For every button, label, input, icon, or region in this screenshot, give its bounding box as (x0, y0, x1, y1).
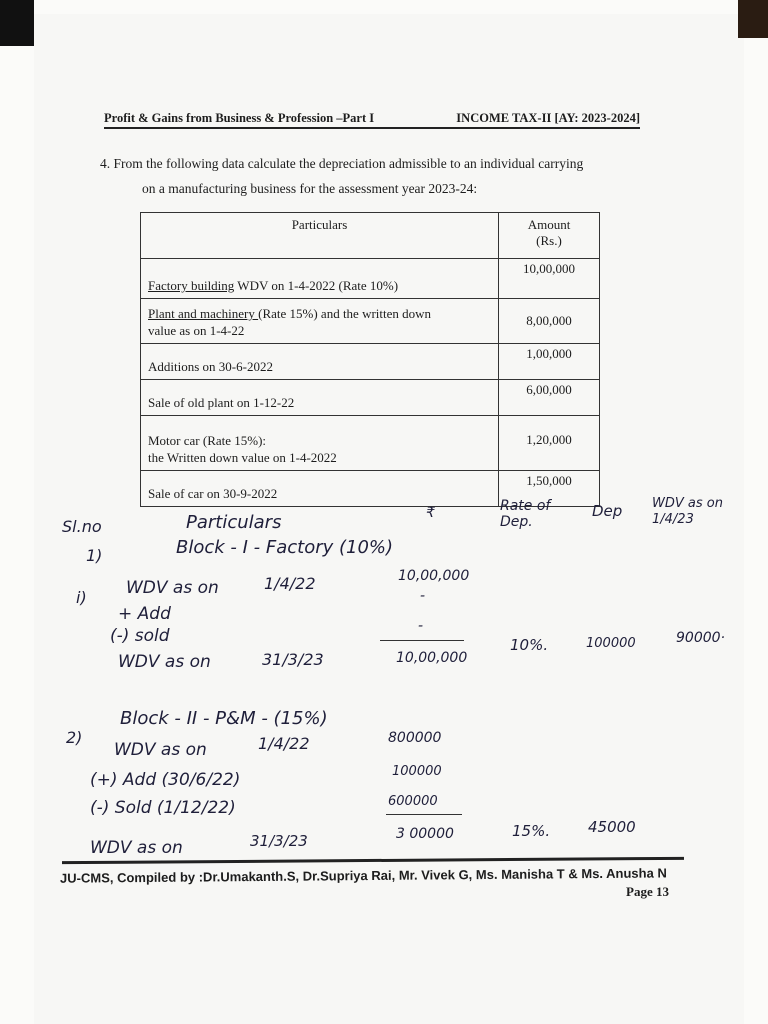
table-row (141, 259, 600, 299)
header-amount-label: Amount (527, 217, 571, 232)
header-course: INCOME TAX-II [AY: 2023-2024] (456, 111, 640, 125)
table-cell-particulars (141, 299, 499, 344)
hw-wdv-end-value: 90000· (676, 630, 725, 646)
hw-col-slno: Sl.no (62, 517, 102, 536)
hw-col-rupee: ₹ (426, 505, 435, 521)
hw-col-wdv: WDV as on 1/4/23 (652, 496, 723, 527)
hw-add-amount: - (420, 588, 426, 604)
hw-wdv-close-date: 31/3/23 (262, 650, 324, 669)
header-amount (499, 213, 600, 259)
background-corner (0, 0, 34, 46)
table-cell-particulars (141, 416, 499, 471)
table-row (141, 416, 600, 471)
cell-text: (Rate 15%) and the written down (258, 306, 432, 321)
table-cell-particulars: Sale of car on 30-9-2022 (141, 471, 499, 507)
underlined-text: Plant and machinery (148, 306, 259, 321)
hw-wdv-close-amount: 3 00000 (396, 826, 454, 842)
underlined-text: Factory building (148, 278, 235, 293)
table-cell-amount: 1,00,000 (499, 344, 600, 380)
cell-text: Motor car (Rate 15%): (148, 433, 267, 448)
table-cell-amount: 10,00,000 (499, 259, 600, 299)
header-amount-unit: (Rs.) (536, 233, 562, 248)
cell-text: value as on 1-4-22 (148, 323, 245, 338)
table-cell-amount: 6,00,000 (499, 380, 600, 416)
hw-wdv-label: WDV as on (114, 740, 207, 760)
hw-dep-value: 45000 (588, 818, 636, 836)
hw-add-amount: 100000 (392, 764, 442, 779)
data-table (140, 212, 600, 507)
footer-credits: JU-CMS, Compiled by :Dr.Umakanth.S, Dr.Supriya Rai, Mr. Vivek G, Ms. Manisha T & Ms. Anusha N (59, 865, 667, 886)
table-row (141, 344, 600, 380)
header-particulars: Particulars (141, 213, 499, 259)
hw-block2-title: Block - II - P&M - (15%) (120, 708, 328, 729)
hw-sold-label: (-) Sold (1/12/22) (90, 798, 236, 818)
table-cell-particulars: Additions on 30-6-2022 (141, 344, 499, 380)
table-cell-amount: 1,50,000 (499, 471, 600, 507)
hw-wdv-close-amount: 10,00,000 (396, 650, 468, 666)
table-cell-amount: 8,00,000 (499, 299, 600, 344)
hw-sold-amount: - (418, 618, 424, 634)
question-text (100, 151, 660, 201)
hw-block1-title: Block - I - Factory (10%) (176, 537, 394, 558)
hw-col-particulars: Particulars (186, 512, 282, 533)
hw-block2-number: 2) (66, 728, 83, 747)
background-corner (738, 0, 768, 38)
hw-sold-amount: 600000 (388, 794, 438, 809)
page-number: Page 13 (626, 884, 669, 899)
hw-wdv-date: 1/4/22 (258, 734, 310, 753)
hw-wdv-date: 1/4/22 (264, 574, 316, 593)
hw-add-label: (+) Add (30/6/22) (90, 770, 241, 790)
hw-col-rate: Rate of Dep. (500, 498, 551, 530)
table-row (141, 380, 600, 416)
hw-total-line (386, 814, 462, 815)
hw-wdv-close-date: 31/3/23 (250, 832, 308, 850)
question-line: 4. From the following data calculate the depreciation admissible to an individual carrying (100, 156, 584, 171)
hw-col-dep: Dep (592, 502, 623, 520)
table-cell-amount: 1,20,000 (499, 416, 600, 471)
table-header-row (141, 213, 600, 259)
hw-block1-number: 1) (86, 546, 103, 565)
cell-text: the Written down value on 1-4-2022 (148, 450, 337, 465)
hw-sub-number: i) (76, 588, 87, 607)
hw-sold-label: (-) sold (110, 626, 170, 646)
table-cell-particulars: Sale of old plant on 1-12-22 (141, 380, 499, 416)
table-row (141, 299, 600, 344)
hw-rate-value: 15%. (512, 822, 551, 840)
hw-wdv-amount: 800000 (388, 730, 442, 746)
hw-add-label: + Add (118, 604, 171, 624)
cell-text: WDV on 1-4-2022 (Rate 10%) (234, 278, 399, 293)
hw-total-line (380, 640, 464, 641)
hw-wdv-amount: 10,00,000 (398, 568, 470, 584)
hw-wdv-close-label: WDV as on (118, 652, 211, 672)
header-chapter: Profit & Gains from Business & Profession –Part I (104, 111, 375, 125)
header-divider (104, 127, 640, 129)
question-line: on a manufacturing business for the assessment year 2023-24: (142, 181, 478, 196)
hw-wdv-label: WDV as on (126, 578, 219, 598)
hw-dep-value: 100000 (586, 636, 636, 651)
hw-wdv-close-label: WDV as on (90, 838, 183, 858)
hw-rate-value: 10%. (510, 636, 549, 654)
table-cell-particulars (141, 259, 499, 299)
